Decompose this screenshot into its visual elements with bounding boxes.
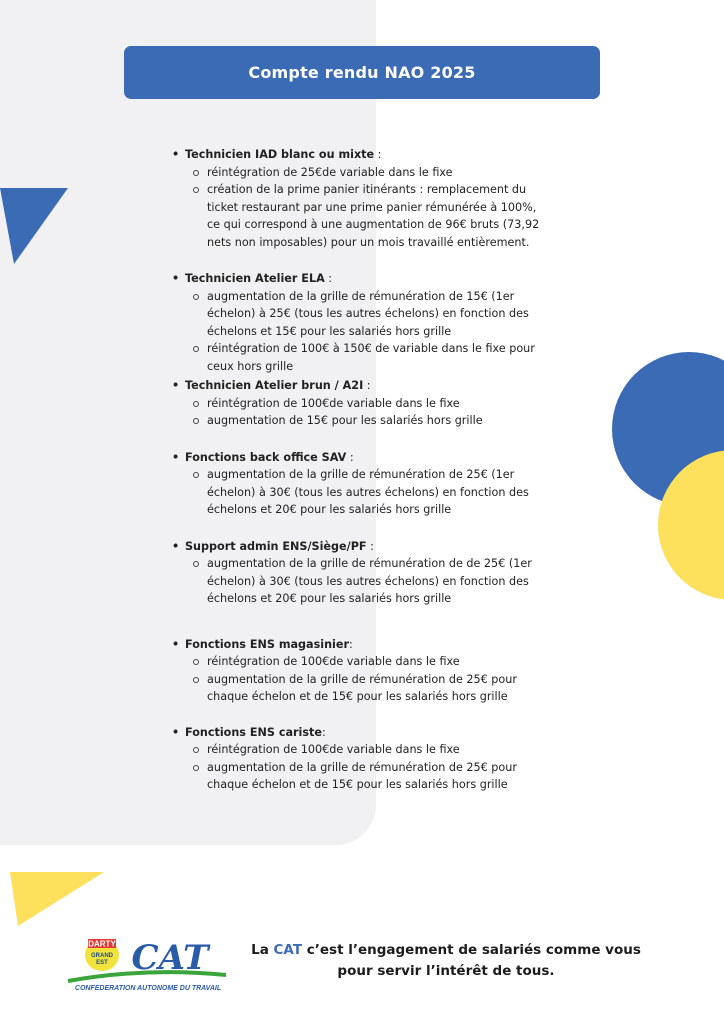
- svg-text:DARTY: DARTY: [88, 939, 116, 949]
- section-heading: • Support admin ENS/Siège/PF :: [172, 538, 552, 556]
- page-title: Compte rendu NAO 2025: [248, 63, 476, 82]
- section-heading: • Fonctions ENS cariste:: [172, 724, 552, 742]
- cat-logo: [66, 931, 230, 997]
- section-heading: • Technicien IAD blanc ou mixte :: [172, 146, 552, 164]
- list-item: réintégration de 25€de variable dans le fixe: [172, 164, 552, 182]
- list-item: réintégration de 100€de variable dans le fixe: [172, 395, 552, 413]
- list-item: augmentation de la grille de rémunération de 25€ (1er échelon) à 30€ (tous les autres échelons) en fonction des échelons et 20€ pour les salariés hors grille: [172, 466, 552, 519]
- content-list: [172, 146, 552, 794]
- section-atelier-ela: [172, 270, 552, 375]
- list-item: réintégration de 100€de variable dans le fixe: [172, 741, 552, 759]
- list-item: augmentation de la grille de rémunération de 25€ pour chaque échelon et de 15€ pour les salariés hors grille: [172, 759, 552, 794]
- section-heading: • Technicien Atelier ELA :: [172, 270, 552, 288]
- section-atelier-brun: [172, 377, 552, 430]
- list-item: réintégration de 100€de variable dans le fixe: [172, 653, 552, 671]
- list-item: réintégration de 100€ à 150€ de variable dans le fixe pour ceux hors grille: [172, 340, 552, 375]
- section-ens-cariste: [172, 724, 552, 794]
- footer-line-2: pour servir l’intérêt de tous.: [337, 963, 555, 979]
- section-back-office: [172, 449, 552, 519]
- section-support-admin: [172, 538, 552, 608]
- footer-slogan: [246, 940, 646, 982]
- section-heading: • Fonctions ENS magasinier:: [172, 636, 552, 654]
- svg-text:CAT: CAT: [131, 938, 209, 978]
- svg-text:CONFEDERATION AUTONOME DU TRAV: CONFEDERATION AUTONOME DU TRAVAIL: [74, 985, 222, 992]
- yellow-triangle-decoration: [0, 868, 110, 930]
- section-heading: • Fonctions back office SAV :: [172, 449, 552, 467]
- title-banner: [124, 46, 600, 99]
- section-heading: • Technicien Atelier brun / A2I :: [172, 377, 552, 395]
- footer-line-1: La CAT c’est l’engagement de salariés comme vous: [251, 942, 641, 958]
- svg-text:GRAND: GRAND: [91, 953, 113, 959]
- section-iad: [172, 146, 552, 251]
- list-item: augmentation de la grille de rémunération de 25€ pour chaque échelon et de 15€ pour les salariés hors grille: [172, 671, 552, 706]
- list-item: création de la prime panier itinérants : remplacement du ticket restaurant par une prime panier rémunérée à 100%, ce qui correspond à une augmentation de 96€ bruts (73,92 nets non imposables) pour un mois travaillé entièrement.: [172, 181, 552, 251]
- svg-text:EST: EST: [96, 960, 108, 966]
- list-item: augmentation de 15€ pour les salariés hors grille: [172, 412, 552, 430]
- list-item: augmentation de la grille de rémunération de de 25€ (1er échelon) à 30€ (tous les autres échelons) en fonction des échelons et 20€ pour les salariés hors grille: [172, 555, 552, 608]
- list-item: augmentation de la grille de rémunération de 15€ (1er échelon) à 25€ (tous les autres échelons) en fonction des échelons et 15€ pour les salariés hors grille: [172, 288, 552, 341]
- section-ens-magasinier: [172, 636, 552, 706]
- blue-triangle-decoration: [0, 184, 70, 266]
